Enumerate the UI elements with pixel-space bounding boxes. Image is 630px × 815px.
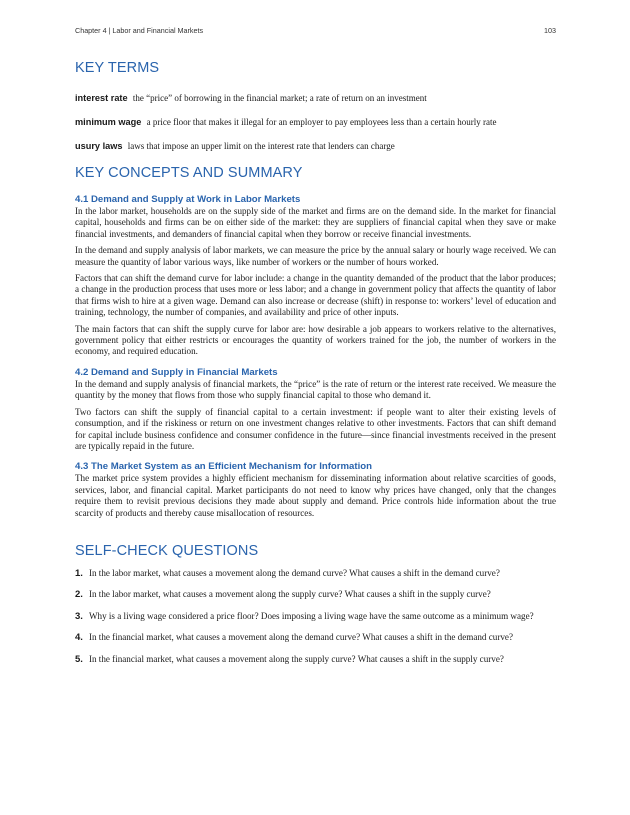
section-heading: 4.3 The Market System as an Efficient Mechanism for Information (75, 461, 372, 473)
key-term-item (75, 116, 556, 128)
running-header (75, 26, 556, 35)
key-term-name: interest rate (75, 93, 128, 103)
key-term-definition: the “price” of borrowing in the financial market; a rate of return on an investment (132, 93, 427, 103)
chapter-title: Chapter 4 | Labor and Financial Markets (75, 26, 204, 35)
section-heading: 4.1 Demand and Supply at Work in Labor Markets (75, 194, 301, 205)
question-number: 5. (75, 653, 83, 665)
key-terms-heading: KEY TERMS (75, 60, 160, 76)
summary-paragraph: The main factors that can shift the supply curve for labor are: how desirable a job appears to workers relative to the alternatives, government policy that either restricts or encourages the quantity of workers trained for the job, the number of workers in the economy, and required education. (75, 323, 556, 357)
summary-paragraph: In the demand and supply analysis of labor markets, we can measure the price by the annual salary or hourly wage received. We can measure the quantity of labor various ways, like number of workers or the number of hours worked. (75, 245, 556, 267)
page-number: 103 (544, 26, 556, 35)
key-term-definition: laws that impose an upper limit on the interest rate that lenders can charge (127, 141, 395, 151)
question-item (75, 589, 556, 600)
key-term-name: minimum wage (75, 117, 142, 127)
key-term-item (75, 140, 556, 152)
page-content (75, 58, 556, 665)
summary-paragraph: In the labor market, households are on the supply side of the market and firms are on the demand side. In the market for financial capital, households and firms can be on either side of the market: they are suppliers of financial capital when they save or make financial investments, and demanders of financial capital when they borrow or receive financial investments. (75, 206, 556, 239)
question-text: Why is a living wage considered a price floor? Does imposing a living wage have the same outcome as a minimum wage? (88, 610, 534, 621)
question-text: In the labor market, what causes a movement along the supply curve? What causes a shift in the supply curve? (88, 589, 491, 600)
summary-paragraph: In the demand and supply analysis of financial markets, the “price” is the rate of return or the interest rate received. We measure the quantity by the money that flows from those who supply financial capital to those who demand it. (75, 378, 556, 401)
summary-heading: KEY CONCEPTS AND SUMMARY (75, 165, 303, 181)
question-number: 1. (75, 567, 83, 579)
question-number: 2. (75, 589, 83, 601)
summary-paragraph: The market price system provides a highly efficient mechanism for disseminating information about relative scarcities of goods, services, labor, and financial capital. Market participants do not need to know why prices have changed, only that the changes require them to revisit previous decisions they made about supply and demand. Price controls hide information about the true scarcity of products and thereby cause misallocation of resources. (75, 473, 556, 518)
summary-paragraph: Factors that can shift the demand curve for labor include: a change in the quantity demanded of the product that the labor produces; a change in the production process that uses more or less labor; and a change in government policy that affects the quantity of labor that firms wish to hire at a given wage. Demand can also increase or decrease (shift) in response to: workers’ level of education and training, technology, the number of companies, and availability and price of other inputs. (75, 273, 556, 318)
key-term-name: usury laws (75, 141, 123, 151)
question-item (75, 632, 556, 643)
question-number: 4. (75, 632, 83, 644)
key-term-definition: a price floor that makes it illegal for an employer to pay employees less than a certain hourly rate (146, 117, 497, 127)
question-item (75, 611, 556, 622)
question-item (75, 654, 556, 665)
question-text: In the labor market, what causes a movement along the demand curve? What causes a shift in the demand curve? (88, 567, 500, 578)
question-number: 3. (75, 610, 83, 622)
self-check-heading: SELF-CHECK QUESTIONS (75, 542, 259, 559)
question-text: In the financial market, what causes a movement along the demand curve? What causes a shift in the demand curve? (88, 632, 513, 643)
question-text: In the financial market, what causes a movement along the supply curve? What causes a shift in the supply curve? (88, 653, 504, 664)
summary-paragraph: Two factors can shift the supply of financial capital to a certain investment: if people want to alter their existing levels of consumption, and if the riskiness or return on one investment changes relative to other investments. Factors that can shift demand for capital include business confidence and consumer confidence in the future—since financial investments received in the present are typically repaid in the future. (75, 406, 556, 451)
key-term-item (75, 92, 556, 104)
section-heading: 4.2 Demand and Supply in Financial Markets (75, 366, 278, 378)
question-item (75, 568, 556, 579)
